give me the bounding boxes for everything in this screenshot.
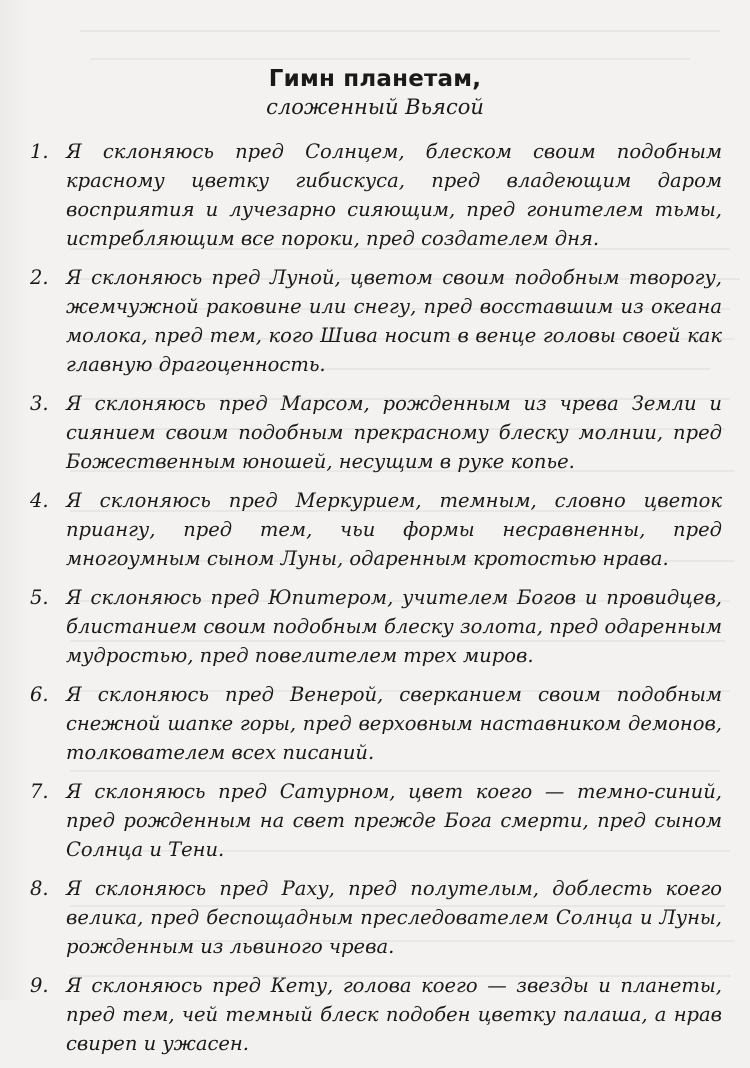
verse-number: 1. [30,140,49,163]
verse-item [30,486,722,573]
verse-item [30,777,722,864]
page-title: Гимн планетам, [268,66,482,92]
page-subtitle: сложенный Вьясой [266,95,484,119]
verse-text: Я склоняюсь пред Кету, голова коего — звезды и планеты, пред тем, чей темный блеск подобен цветку палаша, а нрав свиреп и ужасен. [66,974,722,1055]
verse-text: Я склоняюсь пред Марсом, рожденным из чрева Земли и сиянием своим подобным прекрасному блеску молнии, пред Божественным юношей, несущим в руке копье. [66,392,722,473]
verse-text: Я склоняюсь пред Юпитером, учителем Богов и провидцев, блистанием своим подобным блеску золота, пред одаренным мудростью, пред повелителем трех миров. [66,586,722,667]
verse-number: 8. [30,877,49,900]
verse-text: Я склоняюсь пред Луной, цветом своим подобным творогу, жемчужной раковине или снегу, пред восставшим из океана молока, пред тем, кого Шива носит в венце головы своей как главную драгоценность. [66,266,722,376]
verse-text: Я склоняюсь пред Сатурном, цвет коего — темно-синий, пред рожденным на свет прежде Бога смерти, пред сыном Солнца и Тени. [66,780,722,861]
verse-text: Я склоняюсь пред Раху, пред полутелым, доблесть коего велика, пред беспощадным преследователем Солнца и Луны, рожденным из львиного чрева. [66,877,722,958]
verse-item [30,583,722,670]
verse-number: 7. [30,780,49,803]
verse-item [30,874,722,961]
verse-number: 2. [30,266,49,289]
verse-number: 5. [30,586,49,609]
verse-number: 9. [30,974,49,997]
verse-item [30,971,722,1058]
verse-number: 6. [30,683,49,706]
verse-item [30,389,722,476]
verse-list [30,137,722,1068]
verse-number: 4. [30,489,49,512]
verse-item [30,263,722,379]
verse-text: Я склоняюсь пред Меркурием, темным, словно цветок приангу, пред тем, чьи формы несравненны, пред многоумным сыном Луны, одаренным кротостью нрава. [66,489,722,570]
verse-item [30,137,722,253]
verse-item [30,680,722,767]
verse-text: Я склоняюсь пред Солнцем, блеском своим подобным красному цветку гибискуса, пред владеющим даром восприятия и лучезарно сияющим, пред гонителем тьмы, истребляющим все пороки, пред создателем дня. [66,140,722,250]
verse-number: 3. [30,392,49,415]
verse-text: Я склоняюсь пред Венерой, сверканием своим подобным снежной шапке горы, пред верховным наставником демонов, толкователем всех писаний. [66,683,722,764]
